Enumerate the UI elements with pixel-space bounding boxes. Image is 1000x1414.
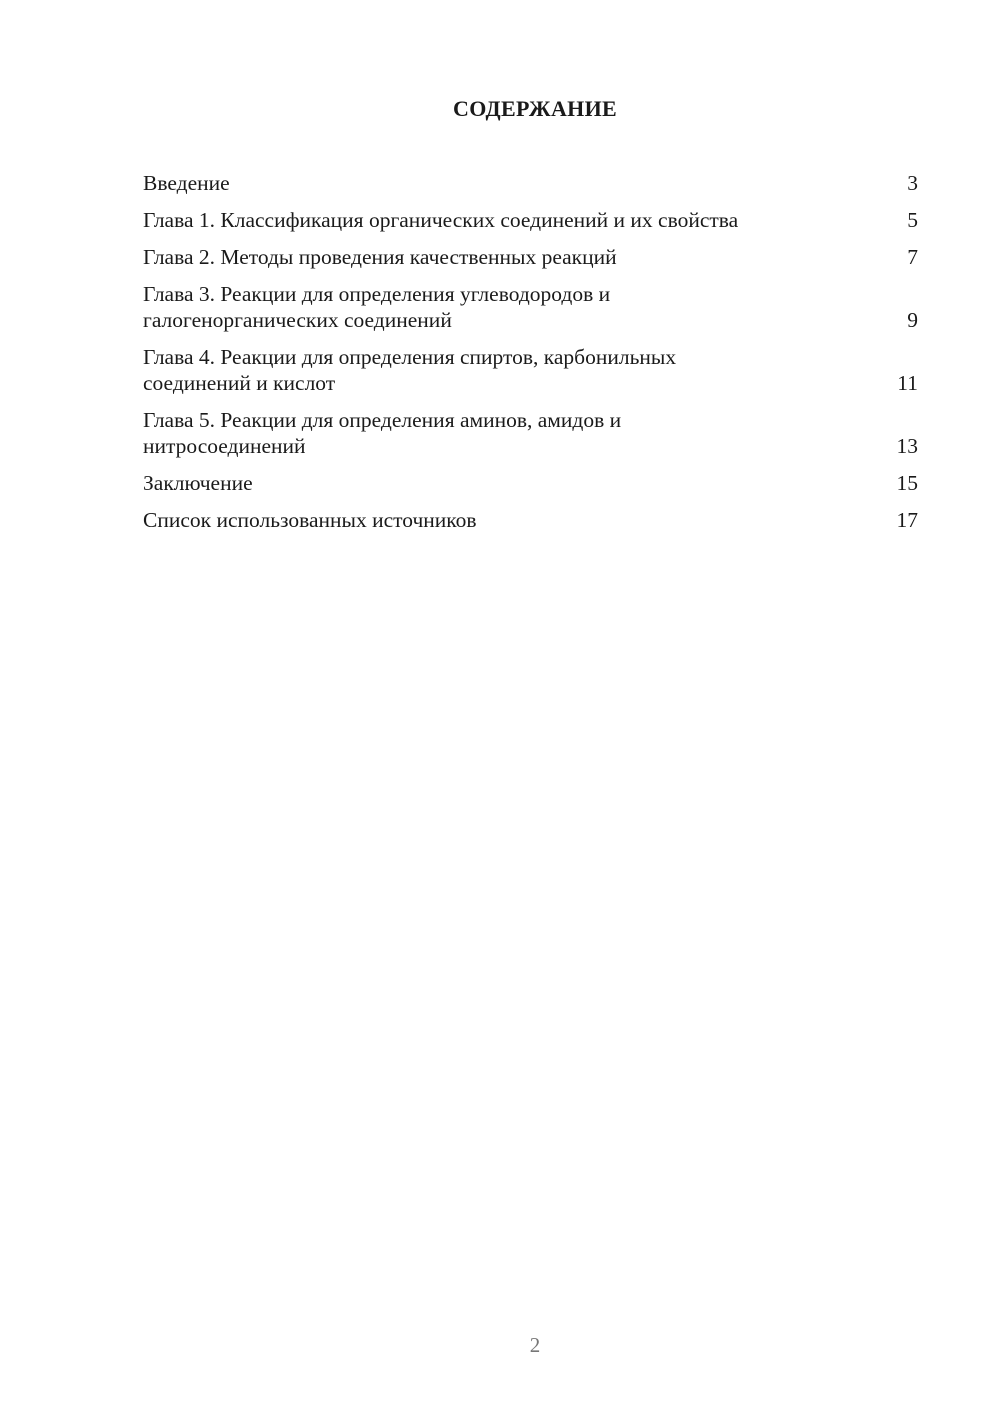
page-title: СОДЕРЖАНИЕ (453, 96, 617, 121)
toc-entry-label: Глава 5. Реакции для определения аминов, амидов и нитросоединений (143, 408, 622, 458)
toc-entry-label: Введение (143, 171, 230, 195)
toc-entry-label: Глава 1. Классификация органических соединений и их свойства (143, 208, 739, 232)
table-of-contents (143, 170, 918, 544)
toc-entry-label: Список использованных источников (143, 508, 477, 532)
toc-entry-label: Глава 3. Реакции для определения углеводородов и галогенорганических соединений (143, 282, 611, 332)
toc-entry-page: 5 (907, 208, 918, 232)
toc-entry-page: 11 (897, 371, 918, 395)
toc-entry-references (143, 507, 918, 533)
toc-entry-page: 7 (907, 245, 918, 269)
toc-entry-page: 3 (907, 171, 918, 195)
toc-entry-page: 13 (896, 434, 918, 458)
toc-entry-conclusion (143, 470, 918, 496)
toc-entry-page: 15 (896, 471, 918, 495)
toc-entry-chapter-3 (143, 281, 918, 333)
toc-entry-chapter-5 (143, 407, 918, 459)
toc-entry-label: Глава 2. Методы проведения качественных реакций (143, 245, 617, 269)
toc-entry-page: 17 (896, 508, 918, 532)
toc-entry-chapter-2 (143, 244, 918, 270)
toc-entry-chapter-1 (143, 207, 918, 233)
toc-entry-chapter-4 (143, 344, 918, 396)
page-number: 2 (529, 1333, 541, 1357)
toc-entry-label: Глава 4. Реакции для определения спиртов, карбонильных соединений и кислот (143, 345, 677, 395)
toc-entry-page: 9 (907, 308, 918, 332)
toc-entry-label: Заключение (143, 471, 253, 495)
toc-entry-introduction (143, 170, 918, 196)
